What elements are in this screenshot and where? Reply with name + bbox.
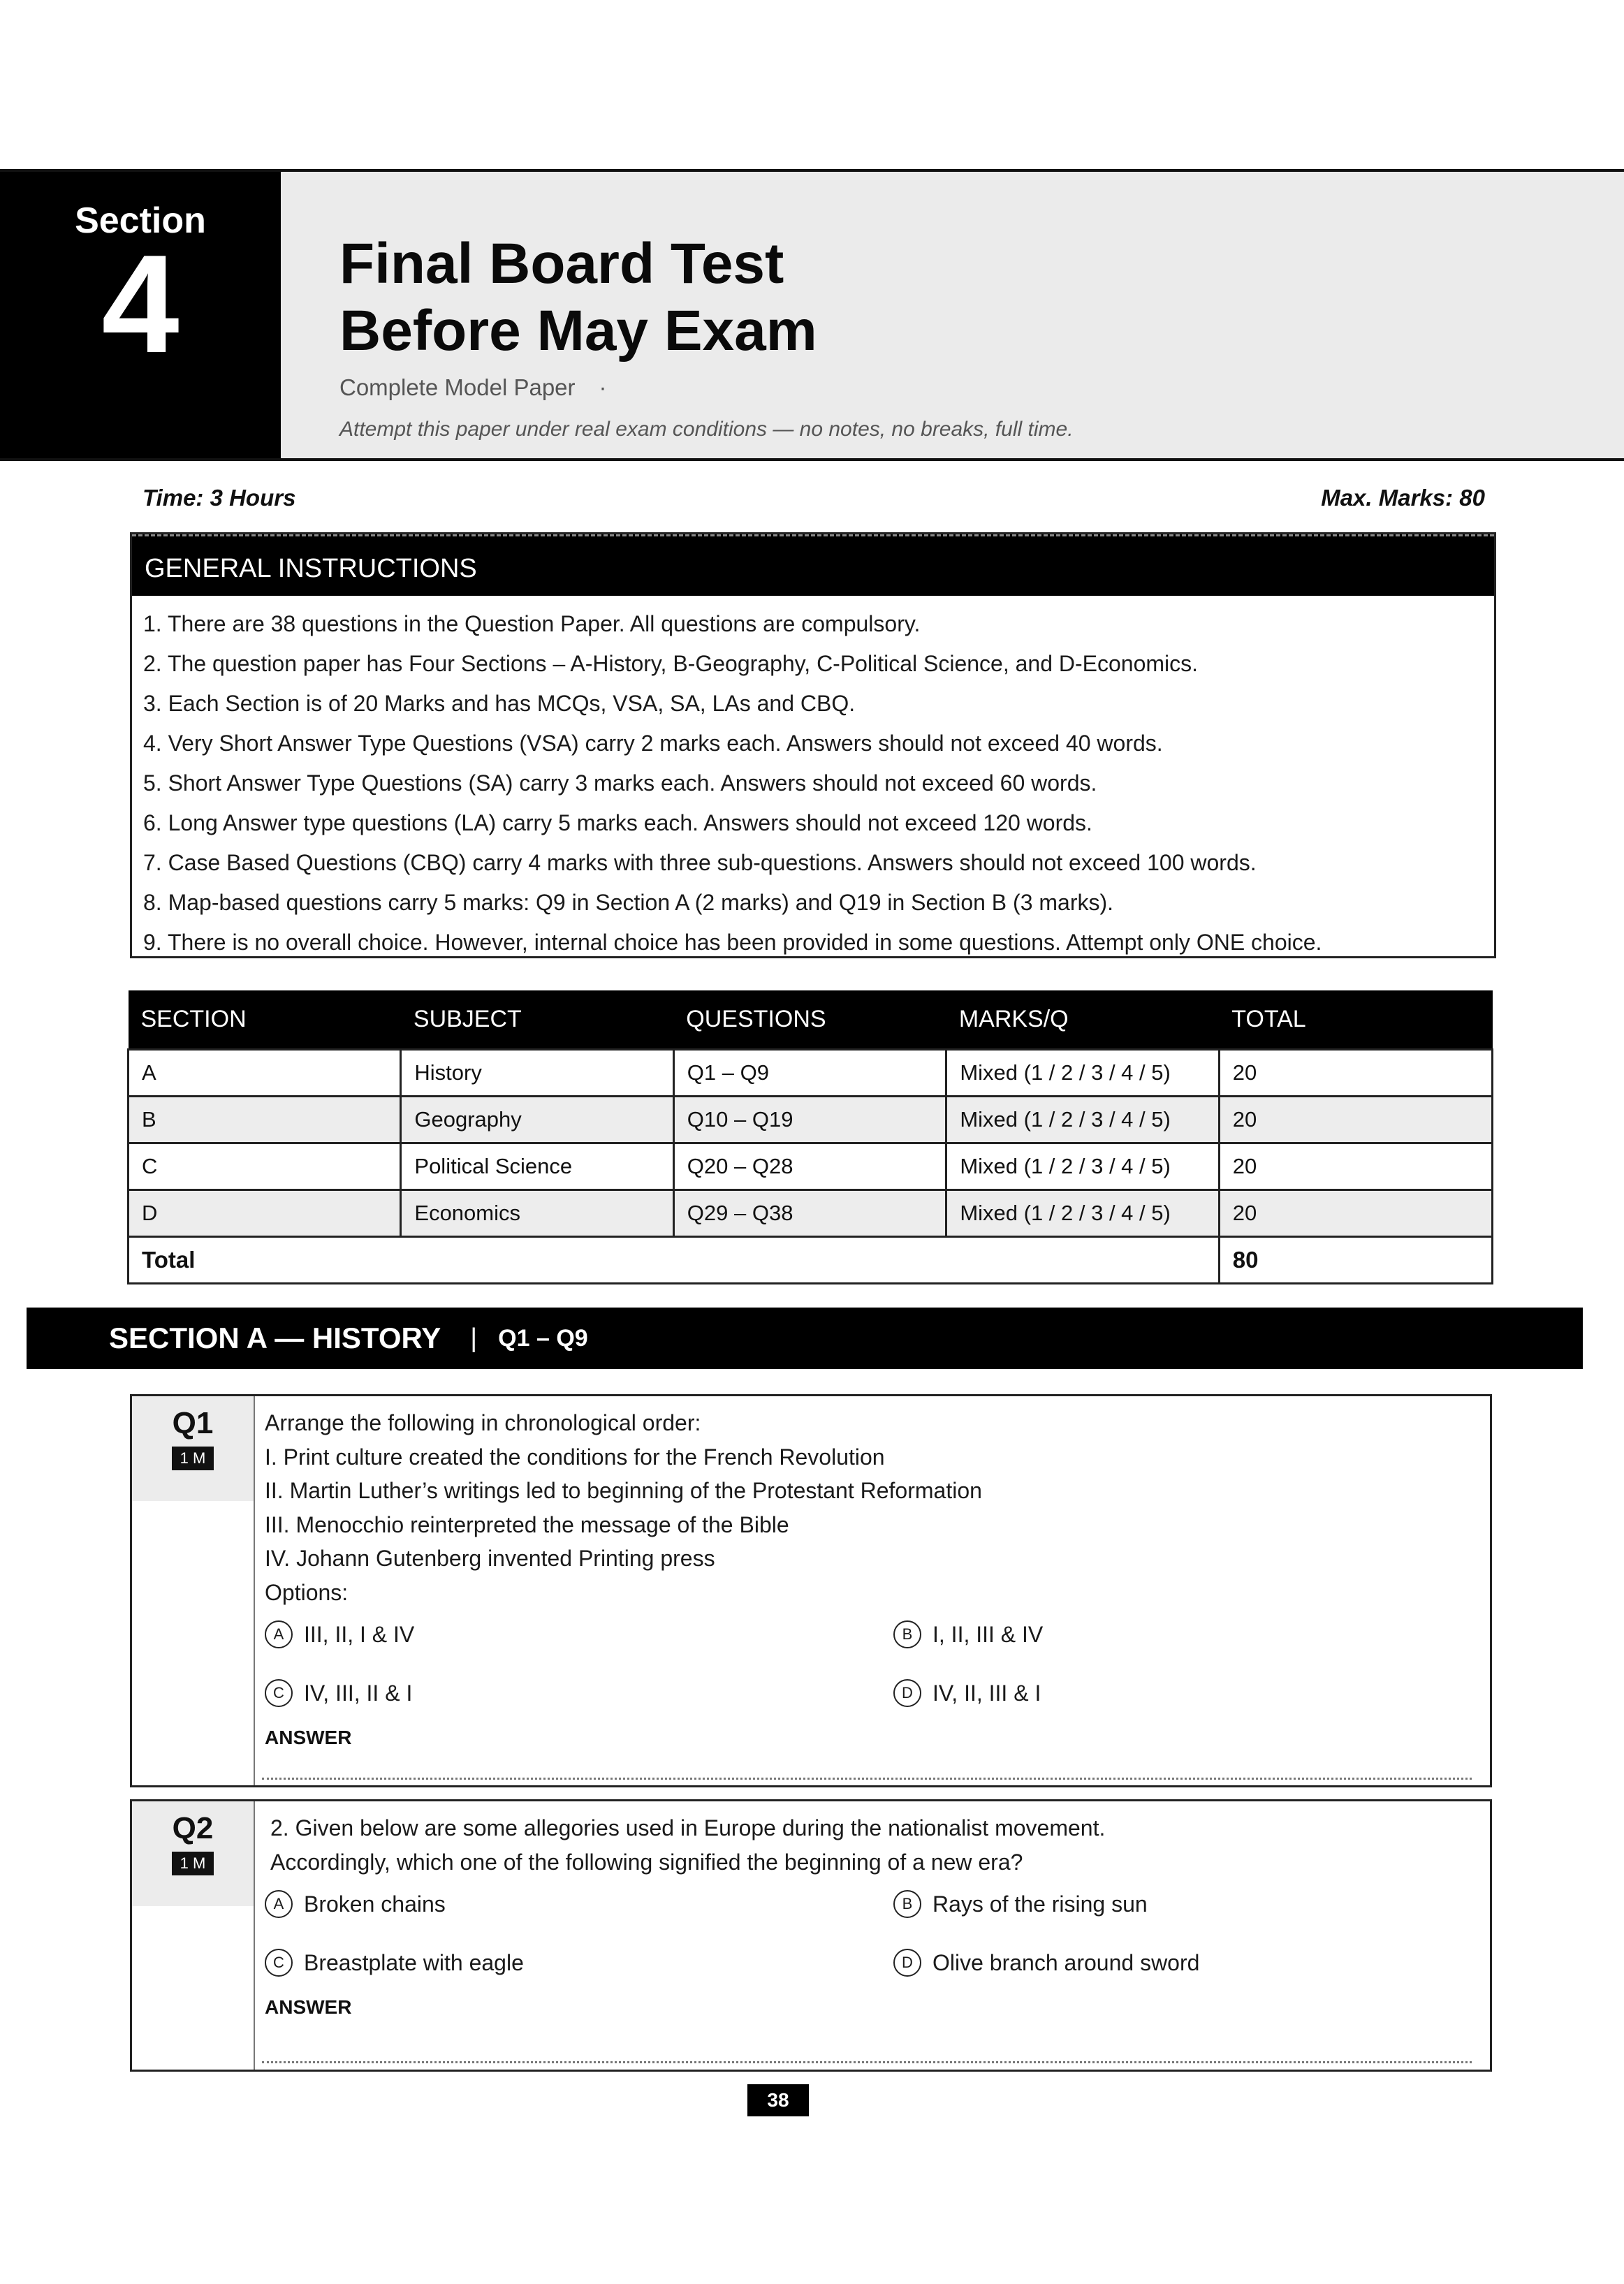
table-total-row xyxy=(129,1236,1493,1283)
option-text: Breastplate with eagle xyxy=(304,1949,524,1975)
divider xyxy=(254,1396,255,1785)
answer-label: ANSWER xyxy=(265,1727,352,1748)
section-banner-title: SECTION A — HISTORY xyxy=(109,1322,441,1354)
table-cell: Geography xyxy=(401,1096,673,1143)
question-body xyxy=(265,1406,1476,1749)
header-band xyxy=(0,169,1624,461)
header-text xyxy=(339,230,1074,441)
option-a[interactable] xyxy=(265,1889,893,1919)
option-a[interactable] xyxy=(265,1619,893,1650)
subtitle-dot: · xyxy=(599,374,607,400)
option-text: Olive branch around sword xyxy=(932,1949,1200,1975)
exam-note: Attempt this paper under real exam conditions — no notes, no breaks, full time. xyxy=(339,418,1074,441)
question-text: 2. Given below are some allegories used in Europe during the nationalist movement. xyxy=(270,1815,1106,1840)
option-c[interactable] xyxy=(265,1678,893,1708)
table-row xyxy=(129,1049,1493,1096)
exam-meta-row xyxy=(142,485,1485,511)
column-header: QUESTIONS xyxy=(673,990,946,1049)
question-text: Accordingly, which one of the following signified the beginning of a new era? xyxy=(270,1849,1023,1875)
question-sidebar xyxy=(132,1396,254,1501)
table-cell: 20 xyxy=(1219,1049,1492,1096)
option-letter-a: A xyxy=(265,1890,293,1918)
section-block xyxy=(0,172,281,458)
table-cell: B xyxy=(129,1096,401,1143)
option-letter-a: A xyxy=(265,1620,293,1648)
column-header: SUBJECT xyxy=(401,990,673,1049)
option-text: III, II, I & IV xyxy=(304,1621,415,1647)
total-value: 80 xyxy=(1219,1236,1492,1283)
instructions-heading: GENERAL INSTRUCTIONS xyxy=(132,534,1494,596)
question-body xyxy=(265,1811,1476,2019)
option-d[interactable] xyxy=(893,1678,1382,1708)
option-letter-c: C xyxy=(265,1679,293,1707)
question-card xyxy=(130,1799,1492,2072)
option-text: Broken chains xyxy=(304,1891,446,1917)
table-cell: Mixed (1 / 2 / 3 / 4 / 5) xyxy=(946,1096,1219,1143)
page-number: 38 xyxy=(747,2084,809,2116)
answer-line[interactable] xyxy=(262,2061,1472,2063)
question-number: Q1 xyxy=(172,1406,214,1440)
question-text: I. Print culture created the conditions for the French Revolution xyxy=(265,1444,885,1470)
option-b[interactable] xyxy=(893,1889,1382,1919)
table-cell: 20 xyxy=(1219,1143,1492,1189)
instruction-item: 5. Short Answer Type Questions (SA) carry 3 marks each. Answers should not exceed 60 words. xyxy=(143,770,1097,796)
general-instructions xyxy=(130,532,1496,958)
instruction-item: 9. There is no overall choice. However, internal choice has been provided in some questions. Attempt only ONE choice. xyxy=(143,930,1322,955)
section-label: Section xyxy=(75,200,206,241)
column-header: MARKS/Q xyxy=(946,990,1219,1049)
divider xyxy=(254,1801,255,2070)
question-text: Options: xyxy=(265,1579,349,1605)
table-cell: C xyxy=(129,1143,401,1189)
table-cell: Economics xyxy=(401,1189,673,1236)
total-label: Total xyxy=(129,1236,1220,1283)
subtitle-text: Complete Model Paper xyxy=(339,374,576,400)
option-text: IV, II, III & I xyxy=(932,1680,1041,1706)
section-banner xyxy=(27,1308,1583,1369)
table-cell: Q29 – Q38 xyxy=(673,1189,946,1236)
option-letter-b: B xyxy=(893,1620,921,1648)
instructions-list xyxy=(132,596,1494,962)
instruction-item: 3. Each Section is of 20 Marks and has MCQs, VSA, SA, LAs and CBQ. xyxy=(143,691,856,716)
table-cell: 20 xyxy=(1219,1096,1492,1143)
table-cell: Q20 – Q28 xyxy=(673,1143,946,1189)
table-cell: Political Science xyxy=(401,1143,673,1189)
column-header: SECTION xyxy=(129,990,401,1049)
exam-max-marks: Max. Marks: 80 xyxy=(1321,485,1485,511)
instruction-item: 2. The question paper has Four Sections – A-History, B-Geography, C-Political Science, and D-Economics. xyxy=(143,651,1199,676)
question-text: II. Martin Luther’s writings led to beginning of the Protestant Reformation xyxy=(265,1478,982,1503)
section-banner-range: Q1 – Q9 xyxy=(498,1324,588,1352)
instruction-item: 4. Very Short Answer Type Questions (VSA) carry 2 marks each. Answers should not exceed 40 words. xyxy=(143,731,1163,756)
marks-badge: 1 M xyxy=(172,1447,214,1470)
section-banner-separator: | xyxy=(470,1323,478,1353)
page-subtitle xyxy=(339,374,1074,401)
option-c[interactable] xyxy=(265,1947,893,1978)
option-letter-d: D xyxy=(893,1679,921,1707)
table-header-row xyxy=(129,990,1493,1049)
options-grid xyxy=(265,1889,1476,1978)
table-cell: History xyxy=(401,1049,673,1096)
column-header: TOTAL xyxy=(1219,990,1492,1049)
title-line-1: Final Board Test xyxy=(339,232,784,295)
marks-badge: 1 M xyxy=(172,1852,214,1875)
answer-line[interactable] xyxy=(262,1778,1472,1780)
table-row xyxy=(129,1143,1493,1189)
title-line-2: Before May Exam xyxy=(339,299,817,363)
table-cell: 20 xyxy=(1219,1189,1492,1236)
option-d[interactable] xyxy=(893,1947,1382,1978)
table-cell: Q1 – Q9 xyxy=(673,1049,946,1096)
exam-time: Time: 3 Hours xyxy=(142,485,296,511)
instruction-item: 6. Long Answer type questions (LA) carry 5 marks each. Answers should not exceed 120 words. xyxy=(143,810,1092,835)
table-cell: Q10 – Q19 xyxy=(673,1096,946,1143)
instruction-item: 8. Map-based questions carry 5 marks: Q9 in Section A (2 marks) and Q19 in Section B (3 marks). xyxy=(143,890,1114,915)
section-number: 4 xyxy=(101,226,180,382)
option-b[interactable] xyxy=(893,1619,1382,1650)
table-cell: Mixed (1 / 2 / 3 / 4 / 5) xyxy=(946,1189,1219,1236)
question-text: IV. Johann Gutenberg invented Printing press xyxy=(265,1546,715,1571)
marks-distribution-table xyxy=(127,990,1493,1284)
option-text: Rays of the rising sun xyxy=(932,1891,1148,1917)
question-number: Q2 xyxy=(172,1811,214,1845)
table-cell: Mixed (1 / 2 / 3 / 4 / 5) xyxy=(946,1143,1219,1189)
table-cell: D xyxy=(129,1189,401,1236)
options-grid xyxy=(265,1619,1476,1708)
option-text: IV, III, II & I xyxy=(304,1680,413,1706)
question-text: Arrange the following in chronological order: xyxy=(265,1410,701,1435)
table-cell: Mixed (1 / 2 / 3 / 4 / 5) xyxy=(946,1049,1219,1096)
option-letter-d: D xyxy=(893,1949,921,1977)
question-card xyxy=(130,1394,1492,1787)
table-row xyxy=(129,1189,1493,1236)
question-text: III. Menocchio reinterpreted the message of the Bible xyxy=(265,1511,789,1537)
option-letter-b: B xyxy=(893,1890,921,1918)
option-letter-c: C xyxy=(265,1949,293,1977)
answer-label: ANSWER xyxy=(265,1996,352,2018)
page-title xyxy=(339,230,1074,365)
option-text: I, II, III & IV xyxy=(932,1621,1044,1647)
instruction-item: 7. Case Based Questions (CBQ) carry 4 marks with three sub-questions. Answers should not exceed 100 words. xyxy=(143,850,1257,875)
table-row xyxy=(129,1096,1493,1143)
table-cell: A xyxy=(129,1049,401,1096)
question-sidebar xyxy=(132,1801,254,1906)
instruction-item: 1. There are 38 questions in the Question Paper. All questions are compulsory. xyxy=(143,611,921,636)
